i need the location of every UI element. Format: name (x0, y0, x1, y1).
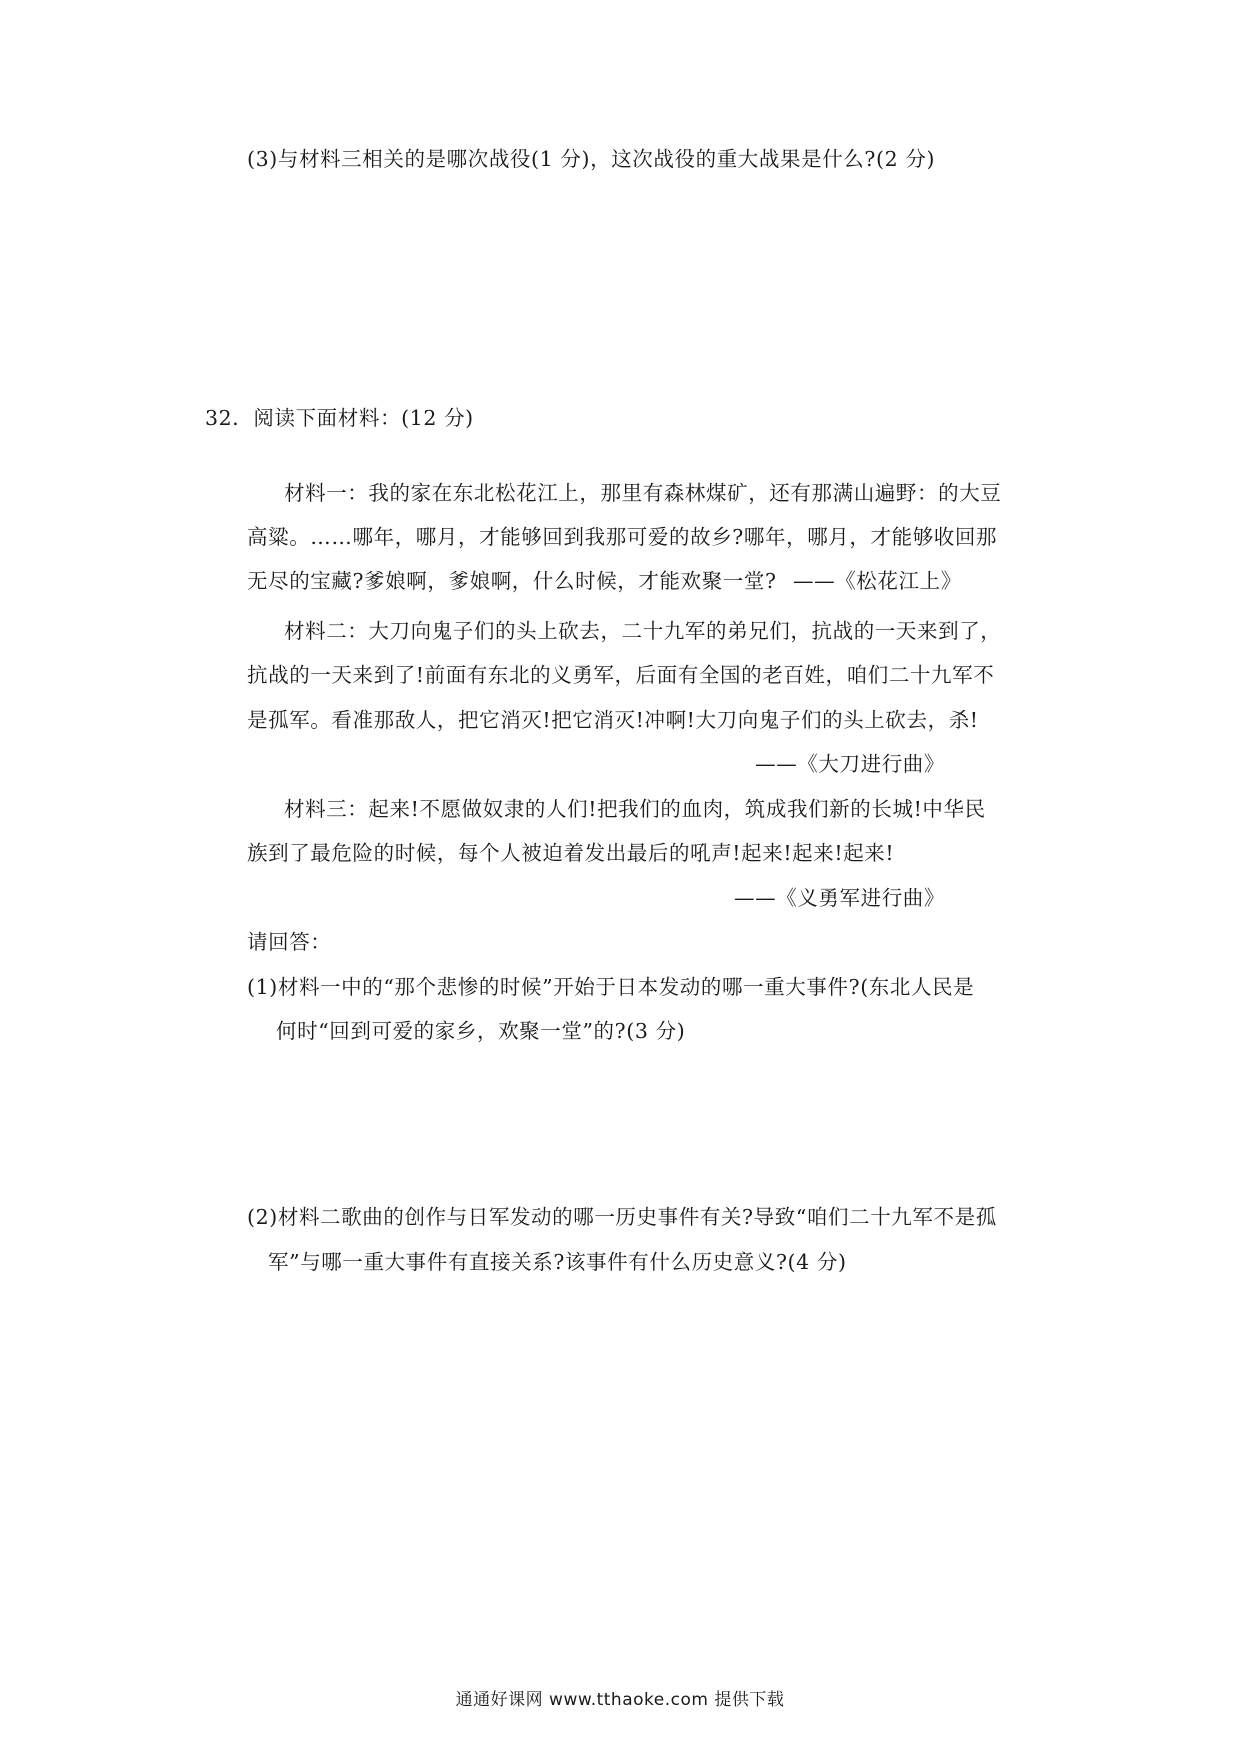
material2-line1: 材料二：大刀向鬼子们的头上砍去，二十九军的弟兄们，抗战的一天来到了， (284, 619, 1002, 643)
material1-line3: 无尽的宝藏?爹娘啊，爹娘啊，什么时候，才能欢聚一堂? (247, 569, 777, 593)
material2-source: ——《大刀进行曲》 (755, 752, 945, 776)
material1-line2: 高粱。……哪年，哪月，才能够回到我那可爱的故乡?哪年，哪月，才能够收回那 (247, 525, 998, 549)
q32-heading: 32．阅读下面材料：(12 分) (205, 406, 474, 430)
material3-line2: 族到了最危险的时候，每个人被迫着发出最后的吼声!起来!起来!起来! (247, 841, 895, 865)
q32-sub1-line2: 何时“回到可爱的家乡，欢聚一堂”的?(3 分) (276, 1019, 686, 1043)
material2-line3: 是孤军。看准那敌人，把它消灭!把它消灭!冲啊!大刀向鬼子们的头上砍去，杀! (247, 708, 979, 732)
q32-sub2-line2: 军”与哪一重大事件有直接关系?该事件有什么历史意义?(4 分) (268, 1250, 847, 1274)
material1-line1: 材料一：我的家在东北松花江上，那里有森林煤矿，还有那满山遍野：的大豆 (284, 481, 1002, 505)
answer-prompt: 请回答： (247, 930, 332, 954)
material3-source: ——《义勇军进行曲》 (734, 886, 945, 910)
material3-line1: 材料三：起来!不愿做奴隶的人们!把我们的血肉，筑成我们新的长城!中华民 (284, 797, 986, 821)
q32-sub2-line1: (2)材料二歌曲的创作与日军发动的哪一历史事件有关?导致“咱们二十九军不是孤 (247, 1205, 997, 1229)
footer-download-note: 通通好课网 www.tthaoke.com 提供下载 (455, 1690, 785, 1710)
q32-sub1-line1: (1)材料一中的“那个悲惨的时候”开始于日本发动的哪一重大事件?(东北人民是 (247, 975, 975, 999)
material2-line2: 抗战的一天来到了!前面有东北的义勇军，后面有全国的老百姓，咱们二十九军不 (247, 663, 995, 687)
q31-sub3-text: (3)与材料三相关的是哪次战役(1 分)，这次战役的重大战果是什么?(2 分) (247, 147, 936, 171)
material1-source: ——《松花江上》 (793, 569, 962, 593)
